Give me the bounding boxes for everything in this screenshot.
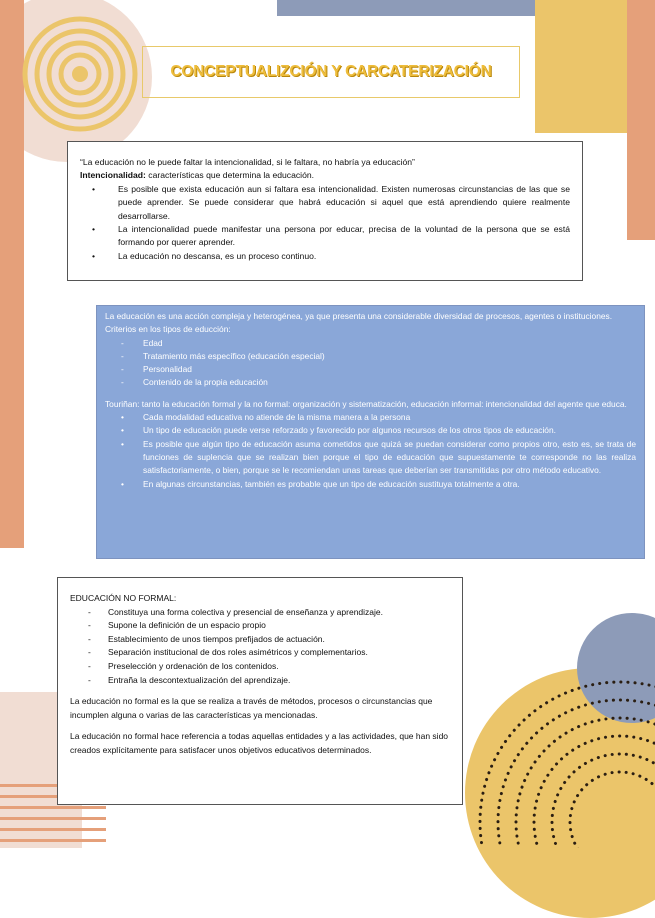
modalidad-list: [105, 411, 636, 491]
intro-text: La educación es una acción compleja y heterogénea, ya que presenta una considerable diversidad de procesos, agentes o instituciones.: [105, 311, 613, 321]
quote-text: “La educación no le puede faltar la intencionalidad, si le faltara, no habría ya educación”: [80, 157, 415, 167]
list-item: - Supone la definición de un espacio propio: [108, 619, 450, 633]
decor-concentric-circles: [20, 14, 140, 134]
list-item: - Entraña la descontextualización del aprendizaje.: [108, 674, 450, 688]
list-item: - Establecimiento de unos tiempos prefijados de actuación.: [108, 633, 450, 647]
tipos-educacion-box: [96, 305, 645, 559]
list-item: • En algunas circunstancias, también es probable que un tipo de educación sustituya totalmente a otra.: [143, 478, 636, 491]
intencionalidad-list: [80, 183, 570, 263]
criteria-list: [105, 337, 636, 390]
section-heading: EDUCACIÓN NO FORMAL:: [70, 593, 177, 603]
list-item: - Tratamiento más específico (educación especial): [143, 350, 636, 363]
intencionalidad-label: Intencionalidad:: [80, 170, 146, 181]
list-item: • Cada modalidad educativa no atiende de la misma manera a la persona: [143, 411, 636, 424]
decor-peach-right-block: [627, 0, 655, 240]
list-item: • Es posible que algún tipo de educación asuma cometidos que quizá se puedan considerar como propios otro, esto es, se trata de funciones de suplencia que se realizan bien porque el tipo de educación que supuestamente te corresponde no las realiza satisfactoriamente, o bien, porque se le recomiendan unas tareas que deberían ser transmitidas por otro método educativo.: [143, 438, 636, 478]
list-item: - Constituya una forma colectiva y presencial de enseñanza y aprendizaje.: [108, 606, 450, 620]
list-item: - Separación institucional de dos roles asimétricos y complementarios.: [108, 646, 450, 660]
title-frame: [142, 46, 520, 98]
list-item: - Personalidad: [143, 363, 636, 376]
list-item: • La educación no descansa, es un proceso continuo.: [118, 250, 570, 263]
page-title: CONCEPTUALIZCIÓN Y CARCATERIZACIÓN: [170, 63, 492, 80]
decor-slate-top-bar: [277, 0, 535, 16]
paragraph-1: La educación no formal es la que se realiza a través de métodos, procesos o circunstancias que incumplen alguna o varias de las características ya mencionadas.: [70, 696, 433, 720]
intencionalidad-box: [67, 141, 583, 281]
criteria-title: Criterios en los tipos de educción:: [105, 324, 231, 335]
no-formal-list: [70, 606, 450, 688]
list-item: - Contenido de la propia educación: [143, 376, 636, 389]
list-item: - Edad: [143, 337, 636, 350]
educacion-no-formal-box: [57, 577, 463, 805]
intencionalidad-definition: [80, 169, 570, 182]
list-item: • La intencionalidad puede manifestar una persona por educar, precisa de la voluntad de la persona que se está formando por querer aprender.: [118, 223, 570, 250]
list-item: • Es posible que exista educación aun si faltara esa intencionalidad. Existen numerosas circunstancias de las que se puede aprender. Se puede considerar que habrá educación si aquel que está aprendiendo quiere realmente desarrollarse.: [118, 183, 570, 223]
paragraph-2: La educación no formal hace referencia a todas aquellas entidades y a las actividades, que han sido creados explícitamente para satisfacer unos objetivos educativos determinados.: [70, 731, 449, 755]
decor-dotted-rings: [470, 672, 655, 848]
tourinan-text: Touriñan: tanto la educación formal y la no formal: organización y sistematización, educación informal: intencionalidad del agente que educa.: [105, 398, 627, 409]
intencionalidad-label-rest: características que determina la educación.: [145, 170, 315, 181]
list-item: • Un tipo de educación puede verse reforzado y favorecido por algunos recursos de los otros tipos de educación.: [143, 424, 636, 437]
list-item: - Preselección y ordenación de los contenidos.: [108, 660, 450, 674]
decor-mustard-right-block: [535, 0, 627, 133]
